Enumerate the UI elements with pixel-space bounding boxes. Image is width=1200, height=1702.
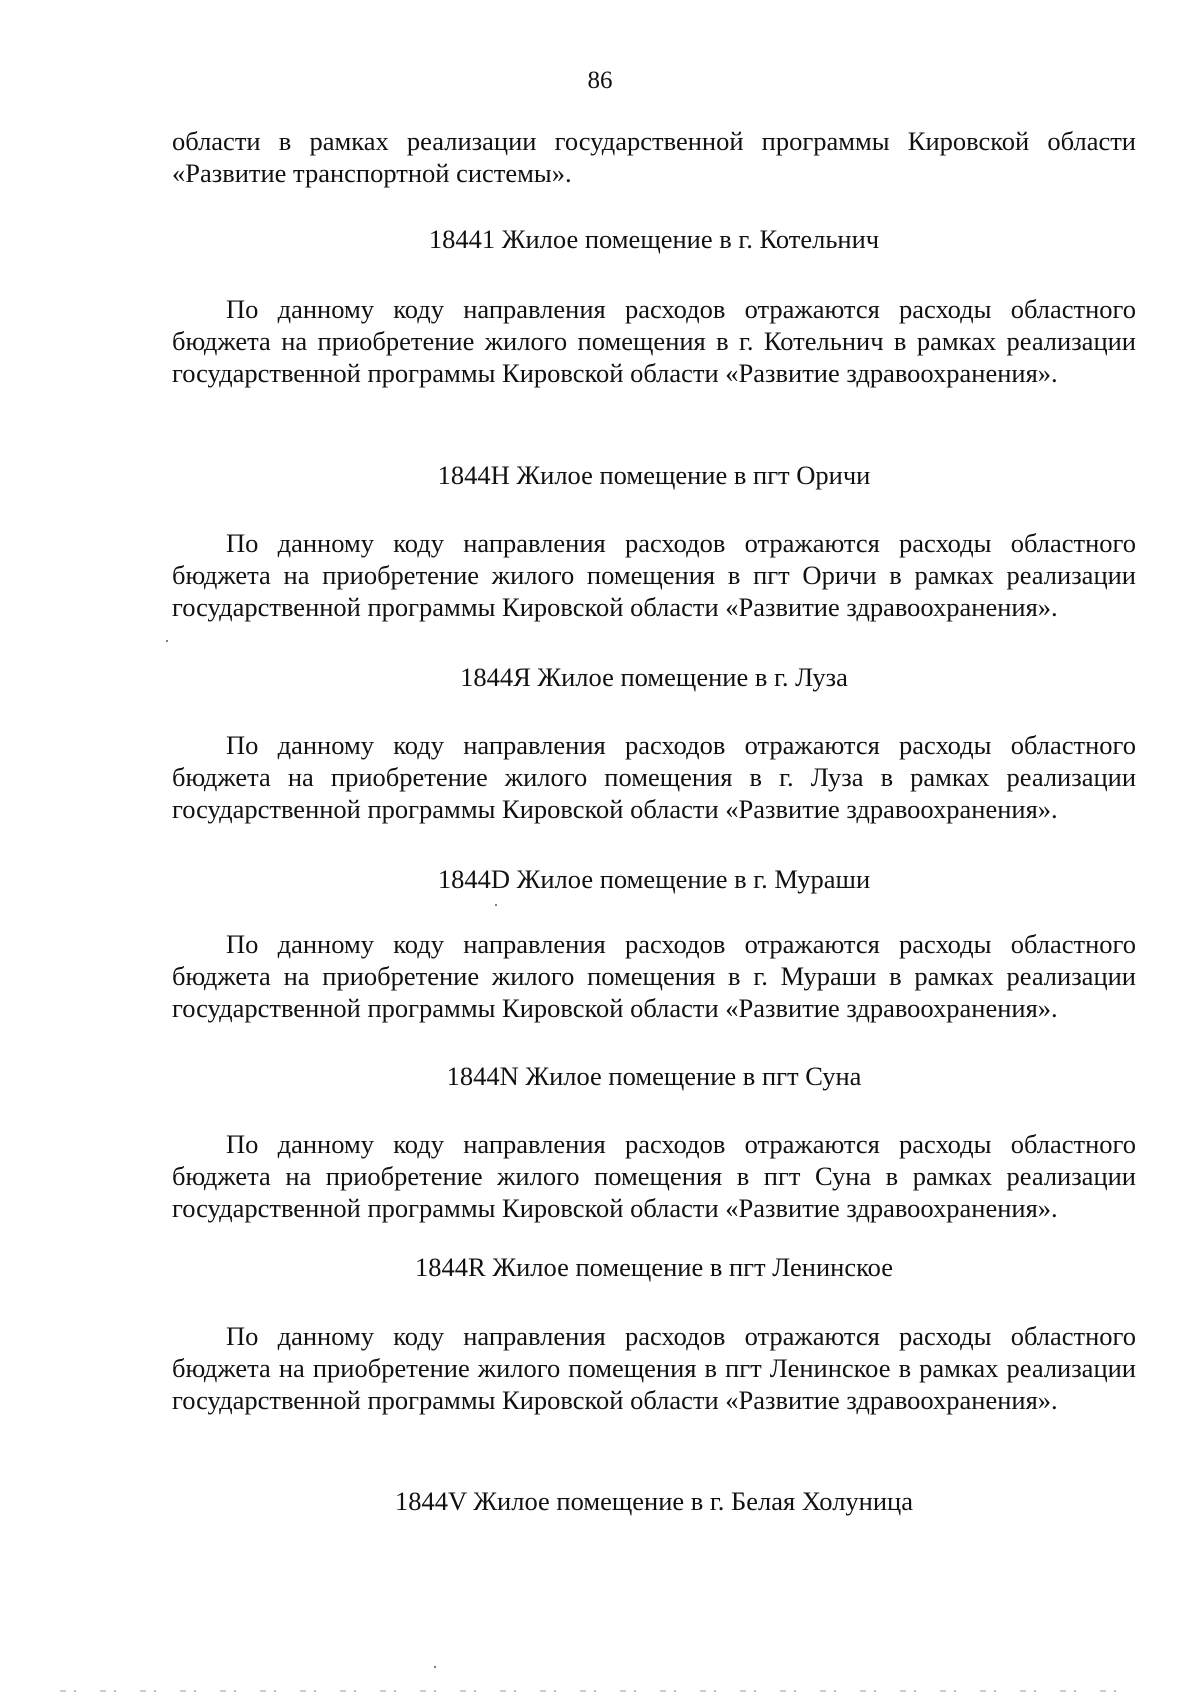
section-text-luza: По данному коду направления расходов отражаются расходы областного бюджета на приобретение жилого помещения в г. Луза в рамках реализации государственной программы Кировской области «Развитие здравоохранения». <box>172 730 1136 824</box>
section-text-orichi: По данному коду направления расходов отражаются расходы областного бюджета на приобретение жилого помещения в пгт Оричи в рамках реализации государственной программы Кировской области «Развитие здравоохранения». <box>172 528 1136 622</box>
section-heading-orichi: 1844H Жилое помещение в пгт Оричи <box>437 460 871 490</box>
section-heading-murashi: 1844D Жилое помещение в г. Мураши <box>437 864 871 894</box>
section-text-murashi: По данному коду направления расходов отражаются расходы областного бюджета на приобретение жилого помещения в г. Мураши в рамках реализации государственной программы Кировской области «Развитие здравоохранения». <box>172 929 1136 1023</box>
section-text-leninskoe: По данному коду направления расходов отражаются расходы областного бюджета на приобретение жилого помещения в пгт Ленинское в рамках реализации государственной программы Кировской области «Развитие здравоохранения». <box>172 1321 1136 1415</box>
section-heading-kotelnich: 18441 Жилое помещение в г. Котельнич <box>428 224 880 254</box>
section-heading-belaya-kholunitsa: 1844V Жилое помещение в г. Белая Холуница <box>395 1486 913 1516</box>
scan-speck <box>495 904 497 906</box>
scan-edge-artifact <box>60 1690 1140 1692</box>
section-text-suna: По данному коду направления расходов отражаются расходы областного бюджета на приобретение жилого помещения в пгт Суна в рамках реализации государственной программы Кировской области «Развитие здравоохранения». <box>172 1129 1136 1223</box>
scan-speck <box>166 640 168 642</box>
section-heading-leninskoe: 1844R Жилое помещение в пгт Ленинское <box>415 1252 893 1282</box>
section-heading-suna: 1844N Жилое помещение в пгт Суна <box>446 1061 862 1091</box>
section-heading-luza: 1844Я Жилое помещение в г. Луза <box>460 662 848 692</box>
section-text-kotelnich: По данному коду направления расходов отражаются расходы областного бюджета на приобретение жилого помещения в г. Котельнич в рамках реализации государственной программы Кировской области «Развитие здравоохранения». <box>172 294 1136 388</box>
intro-paragraph: области в рамках реализации государственной программы Кировской области «Развитие транспортной системы». <box>172 126 1136 188</box>
page-number: 86 <box>587 67 613 94</box>
scan-speck <box>434 1666 436 1668</box>
